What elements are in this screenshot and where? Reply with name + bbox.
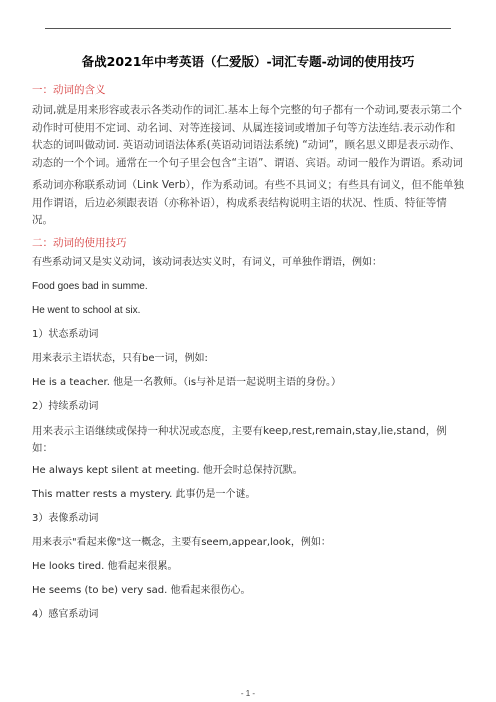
example-sentence: This matter rests a mystery. 此事仍是一个谜。 [32,488,256,500]
subsection-description: 用来表示主语继续或保持一种状况或态度，主要有keep,rest,remain,stay,lie,stand，例如： [32,424,447,454]
subsection-title: 2）持续系动词 [32,400,99,412]
example-sentence: He went to school at six. [32,304,141,316]
paragraph-link-verb: 系动词亦称联系动词（Link Verb），作为系动词。有些不具词义；有些具有词义，但不能单独用作谓语，后边必须跟表语（亦称补语），构成系表结构说明主语的状况、性质、特征等情况。 [32,179,464,226]
section-heading-usage: 二：动词的使用技巧 [32,236,127,249]
example-sentence: He is a teacher. 他是一名教师。（is与补足语一起说明主语的身份。） [32,376,342,388]
subsection-description: 用来表示"看起来像"这一概念，主要有seem,appear,look，例如： [32,536,331,548]
example-sentence: He always kept silent at meeting. 他开会时总保持沉默。 [32,464,303,476]
example-sentence: He seems (to be) very sad. 他看起来很伤心。 [32,584,251,596]
document-body [32,82,464,631]
subsection-title: 4）感官系动词 [32,608,99,620]
paragraph-verb-definition: 动词,就是用来形容或表示各类动作的词汇.基本上每个完整的句子都有一个动词,要表示第二个动作时可使用不定词、动名词、对等连接词、从属连接词或增加子句等方法连结.表示动作和状态的词叫做动词. 英语动词语法体系(英语动词语法系统) “动词”，顾名思义即是表示动作、动态的一个个词。通常在一个句子里会包含“主语”、谓语、宾语。动词一般作为谓语。系动词 [32,104,463,169]
subsection-description: 用来表示主语状态，只有be一词，例如: [32,352,208,364]
subsection-title: 1）状态系动词 [32,328,99,340]
usage-intro: 有些系动词又是实义动词，该动词表达实义时，有词义，可单独作谓语，例如： [32,256,382,268]
example-sentence: Food goes bad in summe. [32,280,148,292]
page-number: - 1 - [240,689,256,698]
subsection-title: 3）表像系动词 [32,512,99,524]
section-heading-meaning: 一：动词的含义 [32,84,106,96]
document-title: 备战2021年中考英语（仁爱版）-词汇专题-动词的使用技巧 [81,54,415,69]
example-sentence: He looks tired. 他看起来很累。 [32,560,178,572]
header-rule [45,28,451,29]
